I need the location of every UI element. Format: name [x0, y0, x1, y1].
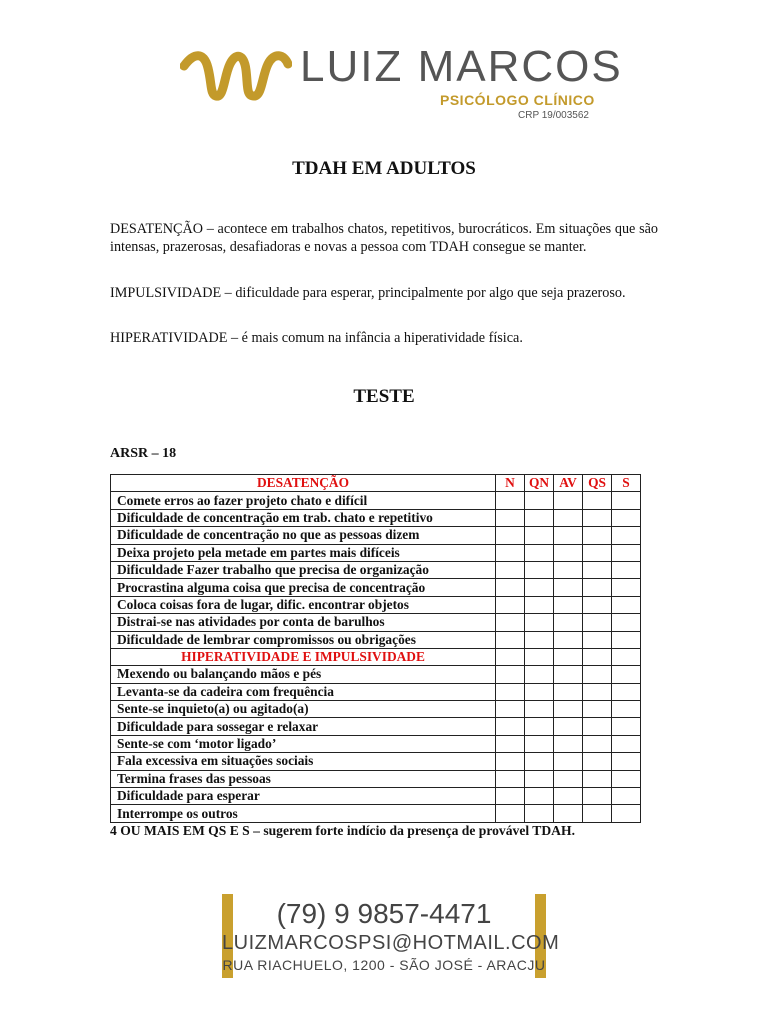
answer-cell[interactable] — [525, 614, 554, 631]
answer-cell[interactable] — [496, 596, 525, 613]
question-text: Dificuldade para sossegar e relaxar — [111, 718, 496, 735]
answer-cell[interactable] — [612, 718, 641, 735]
answer-cell[interactable] — [583, 561, 612, 578]
answer-cell[interactable] — [612, 561, 641, 578]
answer-cell[interactable] — [554, 718, 583, 735]
question-text: Dificuldade de concentração no que as pessoas dizem — [111, 527, 496, 544]
answer-cell[interactable] — [612, 614, 641, 631]
section-header-row — [111, 648, 641, 665]
answer-cell[interactable] — [525, 527, 554, 544]
answer-cell[interactable] — [496, 666, 525, 683]
logo-subtitle: PSICÓLOGO CLÍNICO — [440, 92, 595, 108]
answer-cell[interactable] — [496, 683, 525, 700]
answer-cell[interactable] — [554, 648, 583, 665]
answer-cell[interactable] — [554, 527, 583, 544]
answer-cell[interactable] — [554, 666, 583, 683]
answer-cell[interactable] — [612, 492, 641, 509]
answer-cell[interactable] — [496, 631, 525, 648]
answer-cell[interactable] — [583, 631, 612, 648]
answer-cell[interactable] — [612, 596, 641, 613]
question-text: Deixa projeto pela metade em partes mais difíceis — [111, 544, 496, 561]
answer-cell[interactable] — [554, 544, 583, 561]
paragraph-hiperatividade: HIPERATIVIDADE – é mais comum na infância a hiperatividade física. — [110, 330, 523, 346]
footer-contact — [222, 894, 560, 978]
answer-cell[interactable] — [525, 805, 554, 822]
answer-cell[interactable] — [583, 805, 612, 822]
answer-cell[interactable] — [612, 735, 641, 752]
footer-address: RUA RIACHUELO, 1200 - SÃO JOSÉ - ARACJU — [222, 957, 546, 973]
answer-cell[interactable] — [583, 666, 612, 683]
table-row — [111, 753, 641, 770]
question-text: Dificuldade de lembrar compromissos ou obrigações — [111, 631, 496, 648]
answer-cell[interactable] — [496, 788, 525, 805]
section-title: HIPERATIVIDADE E IMPULSIVIDADE — [111, 648, 496, 665]
answer-cell[interactable] — [612, 631, 641, 648]
answer-cell[interactable] — [583, 788, 612, 805]
column-header: QS — [583, 475, 612, 492]
question-text: Mexendo ou balançando mãos e pés — [111, 666, 496, 683]
answer-cell[interactable] — [583, 527, 612, 544]
question-text: Dificuldade para esperar — [111, 788, 496, 805]
table-row — [111, 492, 641, 509]
answer-cell[interactable] — [583, 683, 612, 700]
answer-cell[interactable] — [525, 544, 554, 561]
answer-cell[interactable] — [554, 701, 583, 718]
answer-cell[interactable] — [583, 735, 612, 752]
answer-cell[interactable] — [554, 683, 583, 700]
footer-email: LUIZMARCOSPSI@HOTMAIL.COM — [222, 932, 560, 954]
answer-cell[interactable] — [496, 718, 525, 735]
answer-cell[interactable] — [525, 509, 554, 526]
answer-cell[interactable] — [583, 579, 612, 596]
answer-cell[interactable] — [525, 579, 554, 596]
answer-cell[interactable] — [525, 718, 554, 735]
answer-cell[interactable] — [554, 579, 583, 596]
table-row — [111, 666, 641, 683]
answer-cell[interactable] — [525, 753, 554, 770]
result-note: 4 OU MAIS EM QS E S – sugerem forte indício da presença de provável TDAH. — [110, 823, 575, 838]
table-row — [111, 509, 641, 526]
logo-crp: CRP 19/003562 — [518, 110, 589, 121]
table-row — [111, 561, 641, 578]
question-text: Comete erros ao fazer projeto chato e difícil — [111, 492, 496, 509]
answer-cell[interactable] — [525, 648, 554, 665]
answer-cell[interactable] — [554, 614, 583, 631]
scale-label: ARSR – 18 — [110, 446, 177, 461]
table-row — [111, 735, 641, 752]
answer-cell[interactable] — [612, 648, 641, 665]
question-text: Coloca coisas fora de lugar, dific. encontrar objetos — [111, 596, 496, 613]
answer-cell[interactable] — [496, 527, 525, 544]
answer-cell[interactable] — [554, 492, 583, 509]
question-text: Dificuldade de concentração em trab. chato e repetitivo — [111, 509, 496, 526]
answer-cell[interactable] — [583, 596, 612, 613]
answer-cell[interactable] — [583, 492, 612, 509]
answer-cell[interactable] — [554, 788, 583, 805]
answer-cell[interactable] — [583, 648, 612, 665]
answer-cell[interactable] — [525, 666, 554, 683]
answer-cell[interactable] — [612, 683, 641, 700]
answer-cell[interactable] — [583, 701, 612, 718]
answer-cell[interactable] — [583, 509, 612, 526]
answer-cell[interactable] — [525, 770, 554, 787]
answer-cell[interactable] — [612, 770, 641, 787]
answer-cell[interactable] — [496, 614, 525, 631]
answer-cell[interactable] — [496, 701, 525, 718]
answer-cell[interactable] — [496, 561, 525, 578]
logo — [180, 42, 623, 126]
answer-cell[interactable] — [496, 492, 525, 509]
column-header: QN — [525, 475, 554, 492]
answer-cell[interactable] — [583, 770, 612, 787]
answer-cell[interactable] — [496, 648, 525, 665]
answer-cell[interactable] — [496, 805, 525, 822]
table-row — [111, 544, 641, 561]
answer-cell[interactable] — [525, 683, 554, 700]
column-header: N — [496, 475, 525, 492]
question-text: Procrastina alguma coisa que precisa de concentração — [111, 579, 496, 596]
answer-cell[interactable] — [554, 735, 583, 752]
section-header-row — [111, 475, 641, 492]
table-row — [111, 718, 641, 735]
section-title: DESATENÇÃO — [111, 475, 496, 492]
answer-cell[interactable] — [612, 805, 641, 822]
table-row — [111, 631, 641, 648]
answer-cell[interactable] — [496, 579, 525, 596]
logo-mark-icon — [180, 46, 292, 106]
answer-cell[interactable] — [612, 509, 641, 526]
page-title: TDAH EM ADULTOS — [292, 158, 476, 179]
answer-cell[interactable] — [612, 701, 641, 718]
answer-cell[interactable] — [612, 579, 641, 596]
column-header: AV — [554, 475, 583, 492]
answer-cell[interactable] — [583, 718, 612, 735]
answer-cell[interactable] — [496, 509, 525, 526]
question-text: Sente-se com ‘motor ligado’ — [111, 735, 496, 752]
answer-cell[interactable] — [554, 805, 583, 822]
answer-cell[interactable] — [525, 788, 554, 805]
answer-cell[interactable] — [554, 770, 583, 787]
table-row — [111, 683, 641, 700]
table-row — [111, 788, 641, 805]
test-heading: TESTE — [353, 386, 415, 407]
table-row — [111, 596, 641, 613]
answer-cell[interactable] — [554, 631, 583, 648]
answer-cell[interactable] — [612, 527, 641, 544]
footer-phone: (79) 9 9857-4471 — [276, 898, 492, 929]
logo-name: LUIZ MARCOS — [300, 42, 623, 91]
answer-cell[interactable] — [525, 561, 554, 578]
answer-cell[interactable] — [612, 666, 641, 683]
answer-cell[interactable] — [525, 735, 554, 752]
answer-cell[interactable] — [496, 753, 525, 770]
question-text: Levanta-se da cadeira com frequência — [111, 683, 496, 700]
question-text: Fala excessiva em situações sociais — [111, 753, 496, 770]
table-row — [111, 805, 641, 822]
paragraph-impulsividade: IMPULSIVIDADE – dificuldade para esperar, principalmente por algo que seja prazeroso. — [110, 285, 626, 301]
answer-cell[interactable] — [554, 561, 583, 578]
question-text: Termina frases das pessoas — [111, 770, 496, 787]
table-row — [111, 770, 641, 787]
answer-cell[interactable] — [525, 492, 554, 509]
table-row — [111, 579, 641, 596]
answer-cell[interactable] — [525, 701, 554, 718]
answer-cell[interactable] — [525, 596, 554, 613]
question-text: Distrai-se nas atividades por conta de barulhos — [111, 614, 496, 631]
answer-cell[interactable] — [612, 788, 641, 805]
table-row — [111, 614, 641, 631]
answer-cell[interactable] — [583, 544, 612, 561]
question-text: Sente-se inquieto(a) ou agitado(a) — [111, 701, 496, 718]
answer-cell[interactable] — [496, 735, 525, 752]
answer-cell[interactable] — [612, 753, 641, 770]
answer-cell[interactable] — [496, 770, 525, 787]
answer-cell[interactable] — [554, 596, 583, 613]
table-row — [111, 527, 641, 544]
question-text: Dificuldade Fazer trabalho que precisa de organização — [111, 561, 496, 578]
table-row — [111, 701, 641, 718]
answer-cell[interactable] — [554, 753, 583, 770]
questionnaire-table — [110, 474, 641, 823]
paragraph-desatencao: DESATENÇÃO – acontece em trabalhos chatos, repetitivos, burocráticos. Em situações que são intensas, prazerosas, desafiadoras e novas a pessoa com TDAH consegue se manter. — [110, 221, 658, 255]
answer-cell[interactable] — [525, 631, 554, 648]
answer-cell[interactable] — [583, 614, 612, 631]
answer-cell[interactable] — [583, 753, 612, 770]
answer-cell[interactable] — [612, 544, 641, 561]
question-text: Interrompe os outros — [111, 805, 496, 822]
answer-cell[interactable] — [554, 509, 583, 526]
column-header: S — [612, 475, 641, 492]
answer-cell[interactable] — [496, 544, 525, 561]
